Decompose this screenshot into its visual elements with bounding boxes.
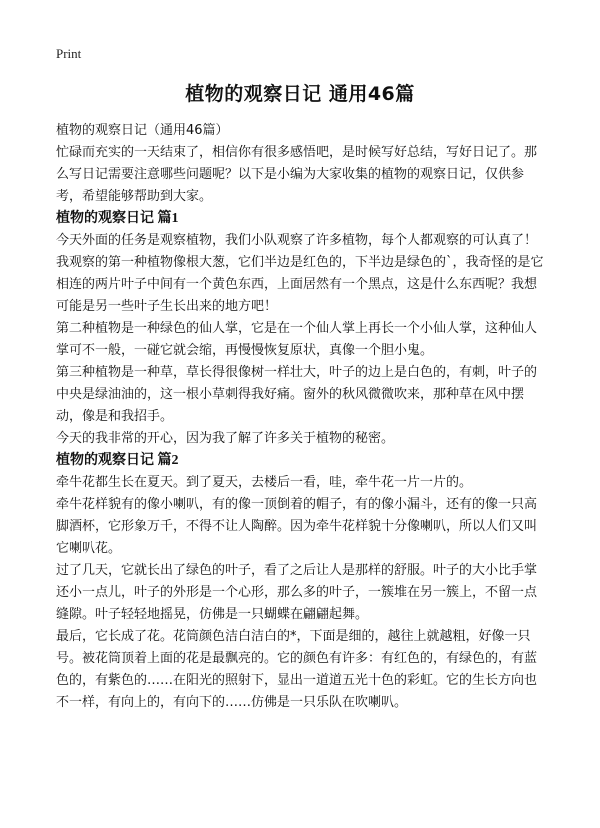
section-heading: 植物的观察日记 篇1	[56, 211, 179, 226]
paragraph: 最后，它长成了花。花筒颜色洁白洁白的*，下面是细的，越往上就越粗，好像一只号。被花筒顶着上面的花是最飘亮的。它的颜色有许多：有红色的，有绿色的，有蓝色的，有紫色的……在阳光的照射下，显出一道道五光十色的彩虹。它的生长方向也不一样，有向上的，有向下的……仿佛是一只乐队在吹喇叭。	[56, 629, 538, 710]
paragraph: 牵牛花都生长在夏天。到了夏天，去楼后一看，哇，牵牛花一片一片的。	[56, 475, 473, 490]
print-link[interactable]: Print	[56, 46, 82, 61]
page-title: 植物的观察日记 通用46篇	[185, 83, 415, 105]
section-1	[56, 208, 548, 450]
paragraph: 牵牛花样貌有的像小喇叭，有的像一顶倒着的帽子，有的像小漏斗，还有的像一只高脚酒杯，它形象万千，不得不让人陶醉。因为牵牛花样貌十分像喇叭，所以人们又叫它喇叭花。	[56, 497, 538, 556]
section-heading: 植物的观察日记 篇2	[56, 453, 179, 468]
paragraph: 第二种植物是一种绿色的仙人掌，它是在一个仙人掌上再长一个小仙人掌，这种仙人掌可不一般，一碰它就会缩，再慢慢恢复原状，真像一个胆小鬼。	[56, 321, 538, 358]
section-2	[56, 450, 548, 714]
article-body	[56, 120, 548, 714]
paragraph: 今天外面的任务是观察植物，我们小队观察了许多植物，每个人都观察的可认真了！	[56, 233, 538, 248]
intro-paragraph: 忙碌而充实的一天结束了，相信你有很多感悟吧，是时候写好总结，写好日记了。那么写日记需要注意哪些问题呢？以下是小编为大家收集的植物的观察日记，仅供参考，希望能够帮助到大家。	[56, 145, 538, 204]
paragraph: 今天的我非常的开心，因为我了解了许多关于植物的秘密。	[56, 431, 395, 446]
paragraph: 过了几天，它就长出了绿色的叶子，看了之后让人是那样的舒服。叶子的大小比手掌还小一点儿，叶子的外形是一个心形，那么多的叶子，一簇堆在另一簇上，不留一点缝隙。叶子轻轻地摇晃，仿佛是一只蝴蝶在翩翩起舞。	[56, 563, 538, 622]
paragraph: 第三种植物是一种草，草长得很像树一样壮大，叶子的边上是白色的，有刺，叶子的中央是绿油油的，这一根小草刺得我好痛。窗外的秋风微微吹来，那种草在风中摆动，像是和我招手。	[56, 365, 538, 424]
paragraph: 我观察的第一种植物像根大葱，它们半边是红色的，下半边是绿色的`，我奇怪的是它相连的两片叶子中间有一个黄色东西，上面居然有一个黑点，这是什么东西呢？我想可能是另一些叶子生长出来的地方吧！	[56, 255, 544, 314]
article-subtitle: 植物的观察日记（通用46篇）	[56, 123, 229, 138]
